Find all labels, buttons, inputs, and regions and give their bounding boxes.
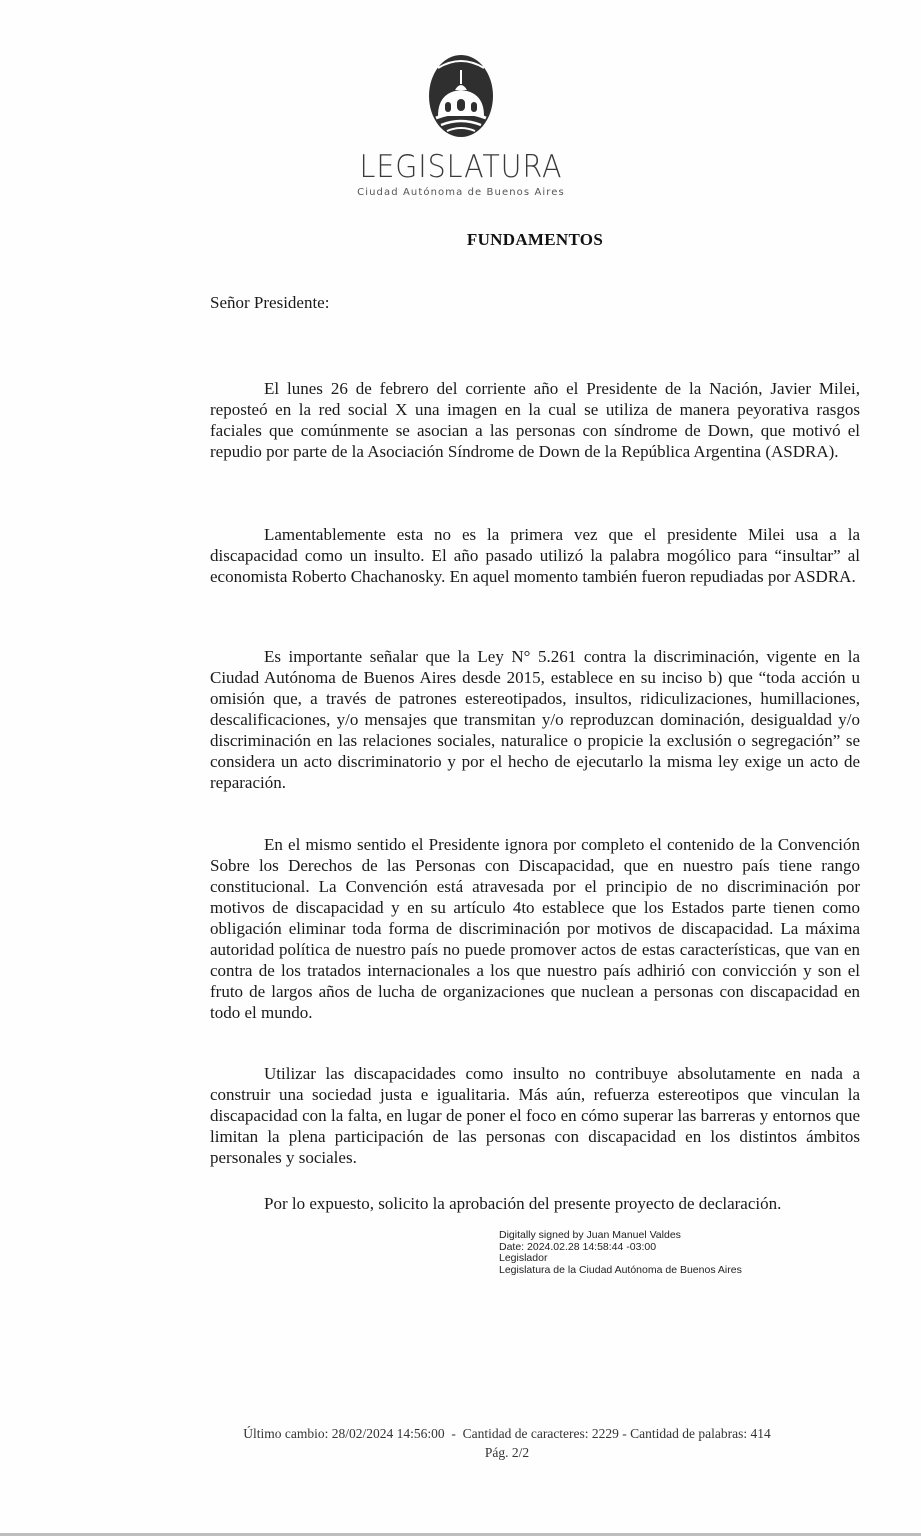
logo-subtitle: Ciudad Autónoma de Buenos Aires [357,187,565,198]
legislatura-logo [346,54,576,198]
salutation: Señor Presidente: [210,293,330,312]
signature-signer: Digitally signed by Juan Manuel Valdes [499,1229,681,1241]
digital-signature [499,1230,742,1276]
paragraph: Lamentablemente esta no es la primera vez que el presidente Milei usa a la discapacidad como un insulto. El año pasado utilizó la palabra mogólico para “insultar” al economista Roberto Chachanosky. En aquel momento también fueron repudiadas por ASDRA. [210,525,860,586]
dome-icon [428,54,494,138]
paragraph: En el mismo sentido el Presidente ignora por completo el contenido de la Convención Sobre los Derechos de las Personas con Discapacidad, que en nuestro país tiene rango constitucional. La Convención está atravesada por el principio de no discriminación por motivos de discapacidad y en su artículo 4to establece que los Estados parte tienen como obligación eliminar toda forma de discriminación por motivos de discapacidad. La máxima autoridad política de nuestro país no puede promover actos de estas características, que van en contra de los tratados internacionales a los que nuestro país adhirió con convicción y son el fruto de largos años de lucha de organizaciones que nuclean a personas con discapacidad en todo el mundo. [210,835,860,1022]
page-number: Pág. 2/2 [484,1445,530,1460]
signature-date: Date: 2024.02.28 14:58:44 -03:00 [499,1240,657,1253]
paragraph: Utilizar las discapacidades como insulto no contribuye absolutamente en nada a construir una sociedad justa e igualitaria. Más aún, refuerza estereotipos que vinculan la discapacidad con la falta, en lugar de poner el foco en cómo superar las barreras y entornos que limitan la plena participación de las personas con discapacidad en los distintos ámbitos personales y sociales. [210,1064,860,1167]
document-title: FUNDAMENTOS [466,230,604,249]
paragraph: El lunes 26 de febrero del corriente año el Presidente de la Nación, Javier Milei, reposteó en la red social X una imagen en la cual se utiliza de manera peyorativa rasgos faciales que comúnmente se asocian a las personas con síndrome de Down, que motivó el repudio por parte de la Asociación Síndrome de Down de la República Argentina (ASDRA). [210,379,860,461]
signature-organization: Legislatura de la Ciudad Autónoma de Buenos Aires [499,1263,742,1276]
footer-meta: Último cambio: 28/02/2024 14:56:00 - Cantidad de caracteres: 2229 - Cantidad de palabras: 414 [243,1426,771,1441]
page-footer [0,1424,921,1462]
logo-name: LEGISLATURA [359,149,563,185]
signature-role: Legislador [499,1252,548,1264]
closing-statement: Por lo expuesto, solicito la aprobación del presente proyecto de declaración. [264,1194,782,1213]
paragraph: Es importante señalar que la Ley N° 5.261 contra la discriminación, vigente en la Ciudad Autónoma de Buenos Aires desde 2015, establece en su inciso b) que “toda acción u omisión que, a través de patrones estereotipados, insultos, ridiculizaciones, humillaciones, descalificaciones, y/o mensajes que transmitan y/o reproduzcan dominación, desigualdad y/o discriminación en las relaciones sociales, naturalice o propicie la exclusión o segregación” se considera un acto discriminatorio y por el hecho de ejecutarlo la misma ley exige un acto de reparación. [210,647,860,792]
